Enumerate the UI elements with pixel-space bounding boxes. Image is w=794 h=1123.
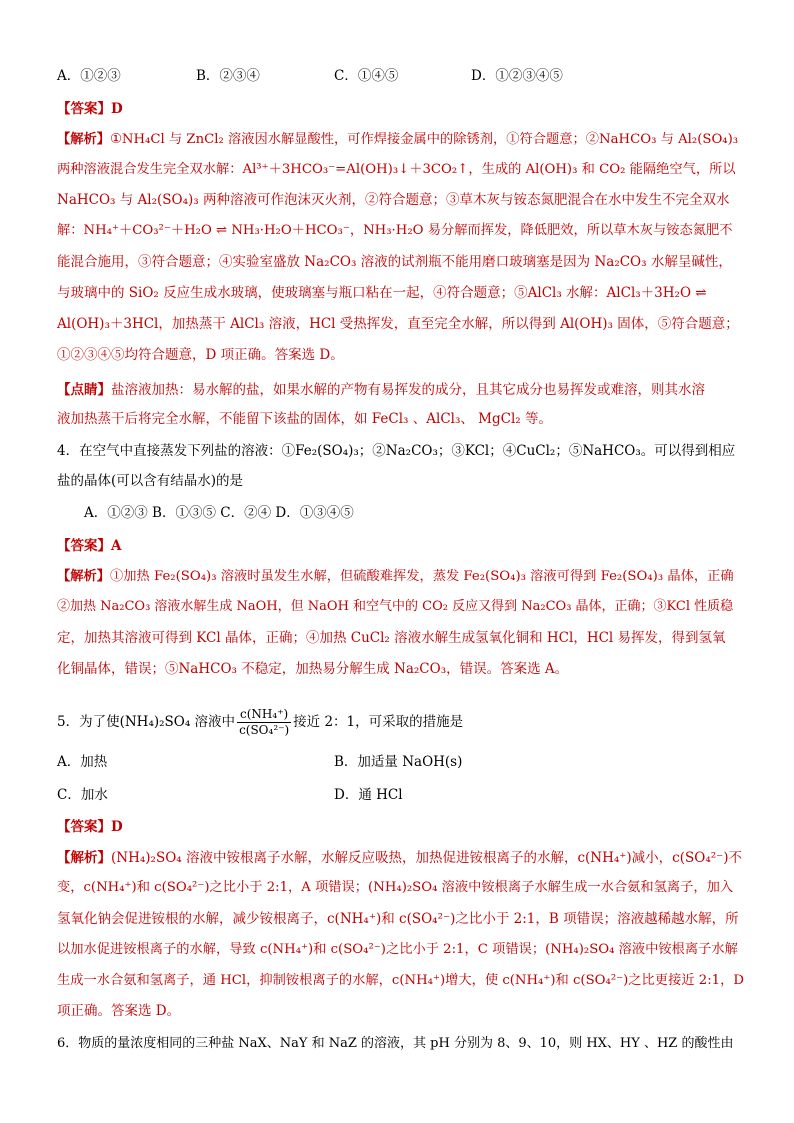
q5-stem-suffix: 接近 2：1，可采取的措施是 — [293, 714, 464, 730]
q3-analysis-line: 两种溶液混合发生完全双水解：Al³⁺＋3HCO₃⁻=Al(OH)₃↓＋3CO₂↑，生成的 Al(OH)₃ 和 CO₂ 能隔绝空气，所以 — [57, 162, 736, 177]
q4-analysis-line: 【解析】①加热 Fe₂(SO₄)₃ 溶液时虽发生水解，但硫酸难挥发，蒸发 Fe₂(SO₄)₃ 溶液可得到 Fe₂(SO₄)₃ 晶体，正确 — [57, 569, 734, 584]
q4-analysis-line: 定，加热其溶液可得到 KCl 晶体，正确；④加热 CuCl₂ 溶液水解生成氢氧化铜和 HCl，HCl 易挥发，得到氢氧 — [57, 630, 726, 646]
q3-option-b: B．②③④ — [196, 68, 260, 84]
q5-analysis-line: 【解析】(NH₄)₂SO₄ 溶液中铵根离子水解，水解反应吸热，加热促进铵根离子的水解，c(NH₄⁺)减小，c(SO₄²⁻)不 — [57, 850, 743, 866]
q4-analysis-line: ②加热 Na₂CO₃ 溶液水解生成 NaOH，但 NaOH 和空气中的 CO₂ 反应又得到 Na₂CO₃ 晶体，正确；③KCl 性质稳 — [57, 599, 734, 614]
q3-analysis-line: NaHCO₃ 与 Al₂(SO₄)₃ 两种溶液可作泡沫灭火剂，②符合题意；③草木灰与铵态氮肥混合在水中发生不完全双水 — [57, 192, 730, 208]
q6-stem: 6．物质的量浓度相同的三种盐 NaX、NaY 和 NaZ 的溶液，其 pH 分别为 8、9、10，则 HX、HY 、HZ 的酸性由 — [57, 1036, 734, 1051]
q5-option-c: C．加水 — [57, 787, 108, 803]
q5-analysis-line: 变，c(NH₄⁺)和 c(SO₄²⁻)之比小于 2:1，A 项错误；(NH₄)₂SO₄ 溶液中铵根离子水解生成一水合氨和氢离子，加入 — [57, 880, 734, 895]
q3-analysis-line: ①②③④⑤均符合题意，D 项正确。答案选 D。 — [57, 347, 344, 363]
q4-stem-line: 盐的晶体(可以含有结晶水)的是 — [57, 473, 244, 489]
q3-analysis-line: 【解析】①NH₄Cl 与 ZnCl₂ 溶液因水解显酸性，可作焊接金属中的除锈剂，①符合题意；②NaHCO₃ 与 Al₂(SO₄)₃ — [57, 132, 739, 147]
q5-answer: 【答案】D — [57, 819, 123, 835]
q3-analysis-line: Al(OH)₃＋3HCl，加热蒸干 AlCl₃ 溶液，HCl 受热挥发，直至完全水解，所以得到 Al(OH)₃ 固体，⑤符合题意； — [57, 316, 739, 332]
section-tag: 【解析】 — [57, 132, 111, 147]
q3-analysis-line: 与玻璃中的 SiO₂ 反应生成水玻璃，使玻璃塞与瓶口粘在一起，④符合题意；⑤AlCl₃ 水解：AlCl₃＋3H₂O ⇌ — [57, 285, 707, 301]
section-tag: 【答案】 — [57, 101, 111, 117]
q5-fraction-numerator: c(NH₄⁺) — [237, 707, 291, 723]
q3-tip-line: 【点睛】盐溶液加热：易水解的盐，如果水解的产物有易挥发的成分，且其它成分也易挥发或难溶，则其水溶 — [57, 382, 705, 398]
q5-option-d: D．通 HCl — [334, 787, 403, 803]
q3-analysis-line: 能混合施用，③符合题意；④实验室盛放 Na₂CO₃ 溶液的试剂瓶不能用磨口玻璃塞是因为 Na₂CO₃ 水解呈碱性， — [57, 254, 732, 270]
section-tag: 【解析】 — [57, 850, 111, 866]
q5-option-b: B．加适量 NaOH(s) — [334, 754, 463, 770]
q4-answer: 【答案】A — [57, 538, 122, 554]
q3-option-c: C．①④⑤ — [334, 68, 399, 84]
q5-analysis-line: 以加水促进铵根离子的水解，导致 c(NH₄⁺)和 c(SO₄²⁻)之比小于 2:1，C 项错误；(NH₄)₂SO₄ 溶液中铵根离子水解 — [57, 942, 738, 957]
section-tag: 【点睛】 — [57, 382, 111, 398]
q5-option-a: A．加热 — [57, 754, 108, 770]
section-tag: 【答案】 — [57, 819, 111, 835]
section-tag: 【解析】 — [57, 569, 111, 584]
q5-analysis-line: 氢氧化钠会促进铵根的水解，减少铵根离子，c(NH₄⁺)和 c(SO₄²⁻)之比小于 2:1，B 项错误；溶液越稀越水解，所 — [57, 911, 739, 927]
section-tag: 【答案】 — [57, 538, 111, 554]
q4-analysis-line: 化铜晶体，错误；⑤NaHCO₃ 不稳定，加热易分解生成 Na₂CO₃，错误。答案选 A。 — [57, 661, 569, 677]
q5-analysis-line: 项正确。答案选 D。 — [57, 1003, 181, 1019]
q5-fraction-denominator: c(SO₄²⁻) — [239, 723, 290, 737]
q4-options: A．①②③ B．①③⑤ C．②④ D．①③④⑤ — [84, 505, 354, 521]
q3-tip-line: 液加热蒸干后将完全水解，不能留下该盐的固体，如 FeCl₃ 、AlCl₃、 MgCl₂ 等。 — [57, 411, 552, 427]
q5-stem-prefix: 5．为了使(NH₄)₂SO₄ 溶液中 — [57, 714, 236, 730]
q5-analysis-line: 生成一水合氨和氢离子，通 HCl，抑制铵根离子的水解，c(NH₄⁺)增大，使 c(NH₄⁺)和 c(SO₄²⁻)之比更接近 2:1，D — [57, 973, 744, 988]
q3-analysis-line: 解：NH₄⁺＋CO₃²⁻＋H₂O ⇌ NH₃·H₂O＋HCO₃⁻，NH₃·H₂O 易分解而挥发，降低肥效，所以草木灰与铵态氮肥不 — [57, 223, 733, 238]
q3-option-a: A．①②③ — [57, 68, 121, 84]
q5-ratio-fraction — [237, 707, 291, 738]
q3-answer: 【答案】D — [57, 101, 123, 117]
q4-stem-line: 4．在空气中直接蒸发下列盐的溶液：①Fe₂(SO₄)₃；②Na₂CO₃；③KCl；④CuCl₂；⑤NaHCO₃。可以得到相应 — [57, 443, 736, 459]
q3-option-d: D．①②③④⑤ — [471, 68, 563, 84]
q5-stem — [57, 705, 463, 739]
